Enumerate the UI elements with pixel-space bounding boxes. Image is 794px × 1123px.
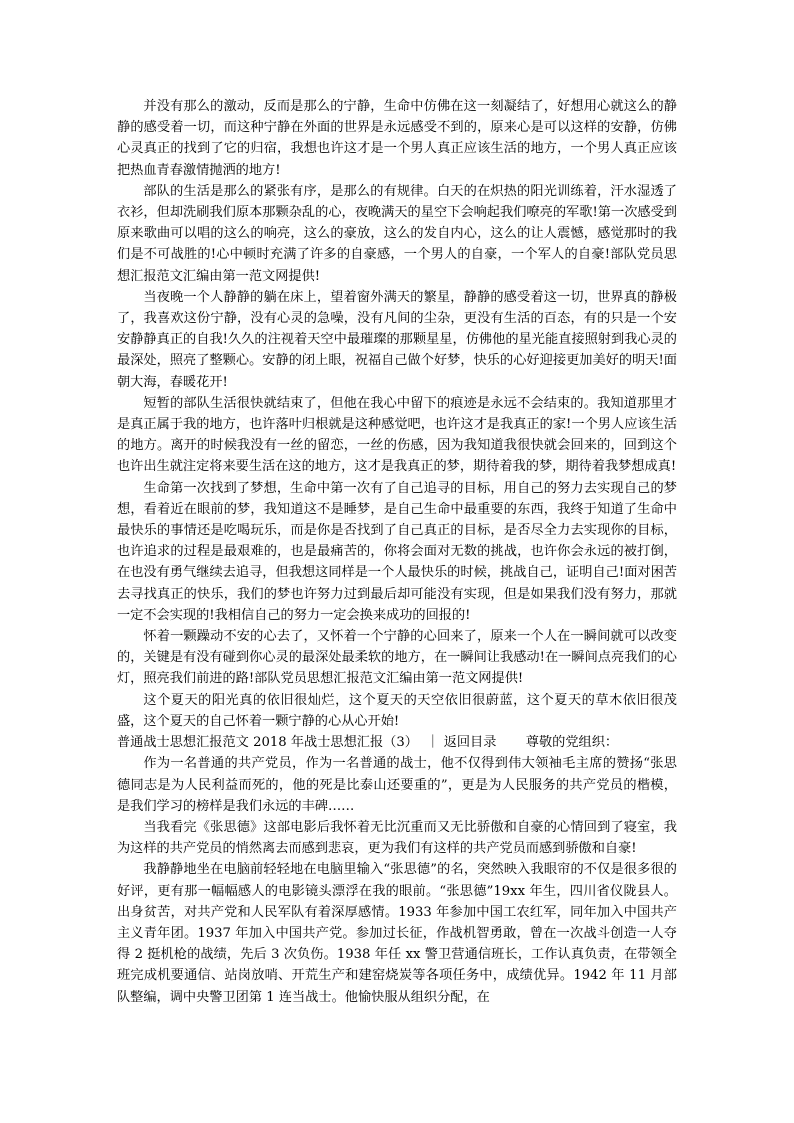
paragraph-4: 短暂的部队生活很快就结束了，但他在我心中留下的痕迹是永远不会结束的。我知道那里才是真正属于我的地方，也许落叶归根就是这种感觉吧，也许这才是我真正的家!一个男人应该生活的地方。离开的时候我没有一丝的留恋，一丝的伤感，因为我知道我很快就会回来的，回到这个也许出生就注定将来要生活在这的地方，这才是我真正的梦，期待着我的梦，期待着我梦想成真! xyxy=(117,395,677,475)
paragraph-7: 这个夏天的阳光真的依旧很灿烂，这个夏天的天空依旧很蔚蓝，这个夏天的草木依旧很茂盛，这个夏天的自己怀着一颗宁静的心从心开始! xyxy=(117,692,677,729)
back-to-contents-link[interactable]: 返回目录 xyxy=(443,735,497,751)
paragraph-6: 怀着一颗躁动不安的心去了，又怀着一个宁静的心回来了，原来一个人在一瞬间就可以改变的，关键是有没有碰到你心灵的最深处最柔软的地方，在一瞬间让我感动!在一瞬间点亮我们的心灯，照亮我们前进的路!部队党员思想汇报范文汇编由第一范文网提供! xyxy=(117,629,677,687)
paragraph-10: 我静静地坐在电脑前轻轻地在电脑里输入“张思德”的名，突然映入我眼帘的不仅是很多很的好评，更有那一幅幅感人的电影镜头漂浮在我的眼前。“张思德”19xx 年生，四川省仪陇县人。出身贫苦，对共产党和人民军队有着深厚感情。1933 年参加中国工农红军，同年加入中国共产主义青年团。1937 年加入中国共产党。参加过长征，作战机智勇敢，曾在一次战斗创造一人夺得 2 挺机枪的战绩，先后 3 次负伤。1938 年任 xx 警卫营通信班长，工作认真负责，在带领全班完成机要通信、站岗放哨、开荒生产和建窑烧炭等各项任务中，成绩优异。1942 年 11 月部队整编，调中央警卫团第 1 连当战士。他愉快服从组织分配，在 xyxy=(117,862,677,1005)
paragraph-2: 部队的生活是那么的紧张有序，是那么的有规律。白天的在炽热的阳光训练着，汗水湿透了衣衫，但却洗刷我们原本那颗杂乱的心，夜晚满天的星空下会响起我们嘹亮的军歌!第一次感受到原来歌曲可以唱的这么的响亮，这么的豪放，这么的发自内心，这么的让人震憾，感觉那时的我们是不可战胜的!心中顿时充满了许多的自豪感，一个男人的自豪，一个军人的自豪!部队党员思想汇报范文汇编由第一范文网提供! xyxy=(117,183,677,284)
paragraph-8: 作为一名普通的共产党员，作为一名普通的战士，他不仅得到伟大领袖毛主席的赞扬“张思德同志是为人民利益而死的，他的死是比泰山还要重的”，更是为人民服务的共产党员的楷模，是我们学习的榜样是我们永远的丰碑…… xyxy=(117,756,677,814)
document-body xyxy=(117,96,677,1008)
paragraph-3: 当夜晚一个人静静的躺在床上，望着窗外满天的繁星，静静的感受着这一切，世界真的静极了，我喜欢这份宁静，没有心灵的急噪，没有凡间的尘杂，更没有生活的百态，有的只是一个安安静静真正的自我!久久的注视着天空中最璀璨的那颗星星，仿佛他的星光能直接照射到我心灵的最深处，照亮了整颗心。安静的闭上眼，祝福自己做个好梦，快乐的心好迎接更加美好的明天!面朝大海，春暖花开! xyxy=(117,289,677,390)
section-title: 普通战士思想汇报范文 2018 年战士思想汇报（3） xyxy=(117,735,418,751)
paragraph-9: 当我看完《张思德》这部电影后我怀着无比沉重而又无比骄傲和自豪的心情回到了寝室，我为这样的共产党员的悄然离去而感到悲哀，更为我们有这样的共产党员而感到骄傲和自豪! xyxy=(117,819,677,857)
paragraph-1: 并没有那么的激动，反而是那么的宁静，生命中仿佛在这一刻凝结了，好想用心就这么的静静的感受着一切，而这种宁静在外面的世界是永远感受不到的，原来心是可以这样的安静，仿佛心灵真正的找到了它的归宿，我想也许这才是一个男人真正应该生活的地方，一个男人真正应该把热血青春激情抛洒的地方! xyxy=(117,99,677,178)
section-header-line xyxy=(117,732,677,753)
salutation: 尊敬的党组织： xyxy=(525,735,619,751)
paragraph-5: 生命第一次找到了梦想，生命中第一次有了自己追寻的目标，用自己的努力去实现自己的梦想，看着近在眼前的梦，我知道这不是睡梦，是自己生命中最重要的东西，我终于知道了生命中最快乐的事情还是吃喝玩乐，而是你是否找到了自己真正的目标，是否尽全力去实现你的目标，也许追求的过程是最艰难的，也是最痛苦的，你将会面对无数的挑战，也许你会永远的被打倒，在也没有勇气继续去追寻，但我想这同样是一个人最快乐的时候，挑战自己，证明自己!面对困苦去寻找真正的快乐，我们的梦也许努力过到最后却可能没有实现，但是如果我们没有努力，那就一定不会实现的!我相信自己的努力一定会换来成功的回报的! xyxy=(117,480,677,623)
separator: ｜ xyxy=(426,735,440,751)
